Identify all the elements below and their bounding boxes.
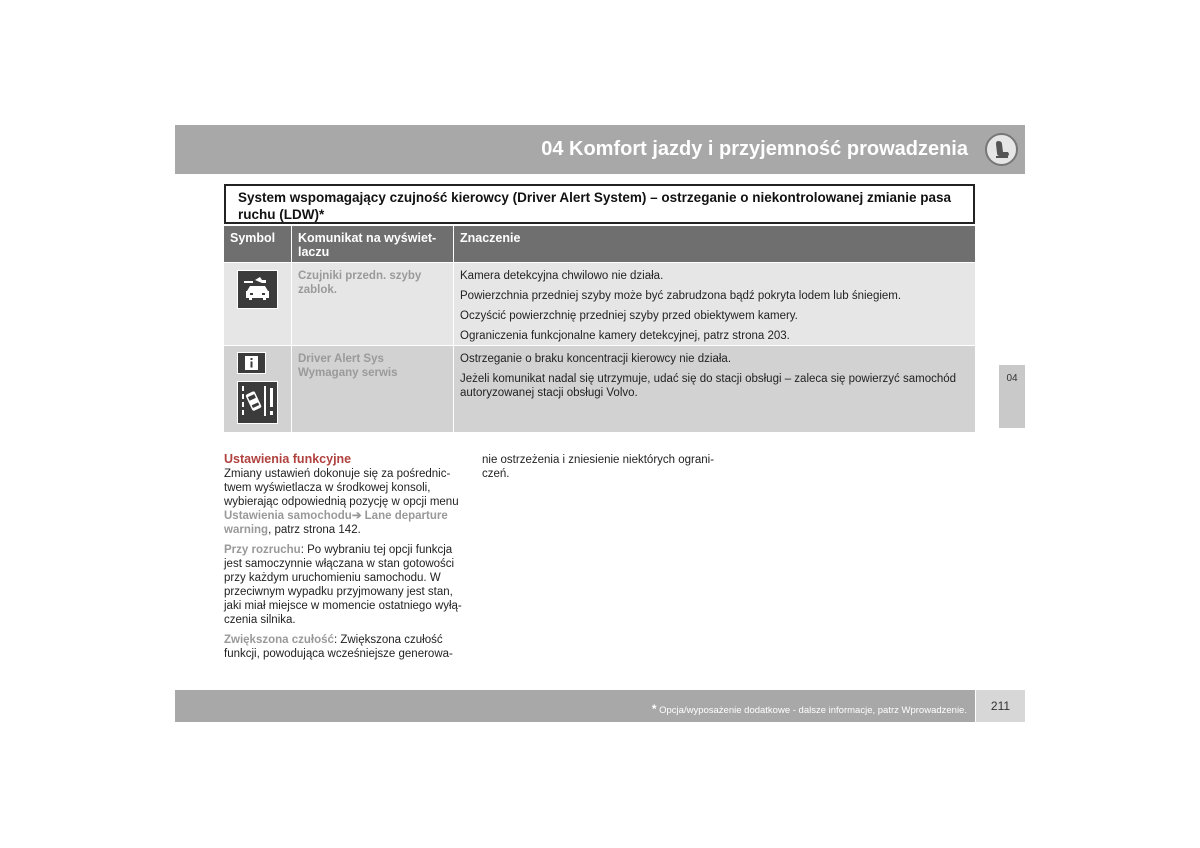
meaning-cell <box>454 263 975 345</box>
page-footer <box>175 690 975 722</box>
lane-departure-warning-icon <box>237 381 278 424</box>
paragraph-text: : Po wybraniu tej opcji funkcja jest samoczynnie włączana w stan gotowości przy każdym uruchomieniu samochodu. W przeciwnym wypadku przyjmowany jest stan, jaki miał miejsce w momencie ostatniego wyłą-czenia silnika. <box>224 544 462 626</box>
seat-icon <box>985 133 1018 166</box>
paragraph <box>224 543 462 627</box>
meaning-line: Oczyścić powierzchnię przedniej szyby przed obiektywem kamery. <box>460 310 798 322</box>
page-number-box <box>976 690 1025 722</box>
section-title: System wspomagający czujność kierowcy (Driver Alert System) – ostrzeganie o niekontrolowanej zmianie pasa ruchu (LDW)* <box>224 184 975 224</box>
paragraph <box>224 633 462 661</box>
meaning-line: Kamera detekcyjna chwilowo nie działa. <box>460 270 664 282</box>
option-label: Zwiększona czułość <box>224 634 334 646</box>
meaning-line: Ograniczenia funkcjonalne kamery detekcyjnej, patrz strona 203. <box>460 330 790 342</box>
menu-path-item: Ustawienia samochodu <box>224 510 352 522</box>
chapter-title: 04 Komfort jazdy i przyjemność prowadzenia <box>541 138 968 160</box>
right-text-column <box>482 453 720 487</box>
paragraph-text: : Zwiększona czułość funkcji, powodująca wcześniejsze generowa- <box>224 634 453 660</box>
paragraph <box>224 467 462 537</box>
symbol-cell <box>224 263 291 345</box>
chapter-header <box>175 125 1025 174</box>
menu-path-item: Lane departure warning <box>224 510 448 536</box>
subsection-heading: Ustawienia funkcyjne <box>224 452 352 466</box>
arrow-icon: ➔ <box>351 510 362 522</box>
paragraph-text: nie ostrzeżenia i zniesienie niektórych ograni-czeń. <box>482 454 715 480</box>
chapter-side-tab: 04 <box>999 365 1025 428</box>
page-number: 211 <box>990 699 1011 713</box>
display-message: Driver Alert Sys Wymagany serwis <box>292 346 453 432</box>
table-row <box>224 263 975 345</box>
meaning-line: Jeżeli komunikat nadal się utrzymuje, udać się do stacji obsługi – zaleca się powierzyć samochód autoryzowanej stacji obsługi Volvo. <box>460 373 957 399</box>
paragraph-text: , patrz strona 142. <box>268 524 361 536</box>
camera-blocked-car-icon <box>237 270 278 309</box>
option-label: Przy rozruchu <box>224 544 301 556</box>
footer-note <box>652 702 967 716</box>
meaning-line: Powierzchnia przedniej szyby może być zabrudzona bądź pokryta lodem lub śniegiem. <box>460 290 902 302</box>
symbol-cell <box>224 346 291 432</box>
info-icon <box>237 352 266 374</box>
footer-note-text: Opcja/wyposażenie dodatkowe - dalsze informacje, patrz Wprowadzenie. <box>656 705 967 716</box>
column-header-meaning: Znaczenie <box>454 226 975 262</box>
column-header-message: Komunikat na wyświet-laczu <box>292 226 453 262</box>
meaning-cell <box>454 346 975 432</box>
meaning-line: Ostrzeganie o braku koncentracji kierowcy nie działa. <box>460 353 732 365</box>
left-text-column <box>224 452 462 667</box>
display-message: Czujniki przedn. szyby zablok. <box>292 263 453 345</box>
paragraph-text: Zmiany ustawień dokonuje się za pośrednic-twem wyświetlacza w środkowej konsoli, wybierając odpowiednią pozycję w opcji menu <box>224 468 459 508</box>
table-row <box>224 346 975 432</box>
column-header-symbol: Symbol <box>224 226 291 262</box>
asterisk-mark: * <box>651 702 657 716</box>
